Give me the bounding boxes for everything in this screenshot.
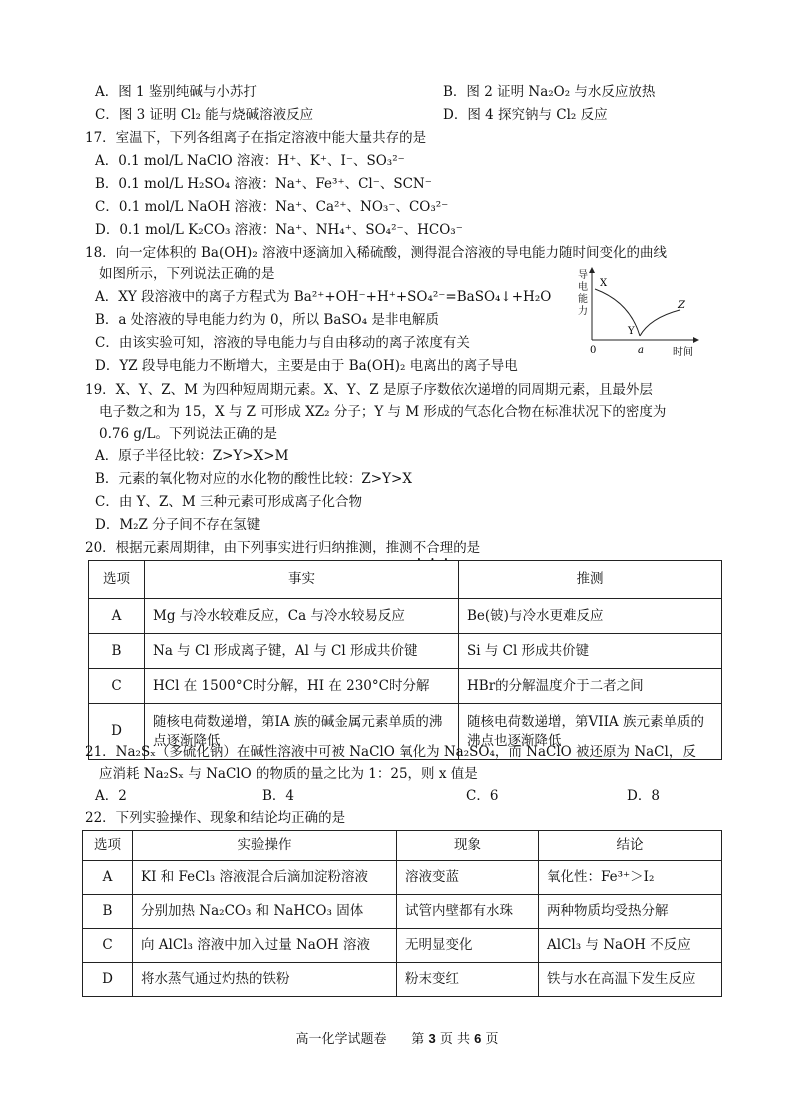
table-row — [89, 634, 722, 669]
q22-stem: 22．下列实验操作、现象和结论均正确的是 — [85, 810, 346, 826]
graph-point-a: a — [638, 345, 644, 356]
table-cell: D — [83, 963, 133, 997]
table-cell: 随核电荷数递增，第VIIA 族元素单质的沸点也逐渐降低 — [459, 704, 722, 760]
table-cell: D — [89, 704, 145, 760]
footer-page-middle: 页 共 — [439, 1032, 470, 1047]
table-row — [83, 895, 722, 929]
footer-page-total: 6 — [474, 1031, 482, 1046]
q18-option-b: B．a 处溶液的导电能力约为 0，所以 BaSO₄ 是非电解质 — [95, 312, 439, 328]
q18-option-d: D．YZ 段导电能力不断增大，主要是由于 Ba(OH)₂ 电离出的离子导电 — [95, 358, 518, 374]
q19-option-c: C．由 Y、Z、M 三种元素可形成离子化合物 — [95, 494, 363, 510]
q16-option-c: C．图 3 证明 Cl₂ 能与烧碱溶液反应 — [95, 107, 314, 123]
q19-option-d: D．M₂Z 分子间不存在氢键 — [95, 517, 261, 533]
graph-curve-yz — [640, 310, 680, 336]
table-row — [83, 929, 722, 963]
graph-ylabel-char: 导 — [578, 270, 588, 281]
graph-x-axis-label: 时间 — [673, 347, 693, 358]
q17-stem: 17．室温下，下列各组离子在指定溶液中能大量共存的是 — [85, 130, 427, 146]
table-header-row — [83, 831, 722, 861]
q19-stem-line1: 19．X、Y、Z、M 为四种短周期元素。X、Y、Z 是原子序数依次递增的同周期元素，且最外层 — [85, 382, 653, 398]
table-header-row — [89, 561, 722, 599]
table-row — [89, 669, 722, 704]
q20-table — [88, 560, 722, 760]
graph-point-z: Z — [678, 300, 685, 311]
graph-point-x: X — [600, 278, 608, 289]
q22-table — [82, 830, 722, 997]
table-cell: B — [83, 895, 133, 929]
table-cell: C — [83, 929, 133, 963]
footer-page-number: 3 — [428, 1031, 436, 1046]
table-header-cell: 推测 — [459, 561, 722, 599]
graph-ylabel-char: 能 — [578, 294, 588, 305]
table-row — [83, 861, 722, 895]
q17-option-c: C．0.1 mol/L NaOH 溶液：Na⁺、Ca²⁺、NO₃⁻、CO₃²⁻ — [95, 199, 449, 215]
table-cell: AlCl₃ 与 NaOH 不反应 — [539, 929, 722, 963]
graph-y-axis-label — [578, 269, 588, 317]
q19-option-b: B．元素的氧化物对应的水化物的酸性比较：Z>Y>X — [95, 471, 412, 487]
q16-option-a: A．图 1 鉴别纯碱与小苏打 — [95, 84, 257, 100]
table-header-cell: 现象 — [397, 831, 539, 861]
q21-option-c: C．6 — [466, 788, 499, 804]
table-cell: 溶液变蓝 — [397, 861, 539, 895]
footer-page-suffix: 页 — [485, 1032, 499, 1047]
q21-option-b: B．4 — [262, 788, 295, 804]
table-cell: 向 AlCl₃ 溶液中加入过量 NaOH 溶液 — [133, 929, 397, 963]
q17-option-d: D．0.1 mol/L K₂CO₃ 溶液：Na⁺、NH₄⁺、SO₄²⁻、HCO₃⁻ — [95, 222, 463, 238]
q21-stem-line1: 21．Na₂Sₓ（多硫化钠）在碱性溶液中可被 NaClO 氧化为 Na₂SO₄，而 NaClO 被还原为 NaCl，反 — [85, 744, 696, 760]
q18-option-a: A．XY 段溶液中的离子方程式为 Ba²⁺+OH⁻+H⁺+SO₄²⁻=BaSO₄↓+H₂O — [95, 289, 552, 305]
table-header-cell: 实验操作 — [133, 831, 397, 861]
table-row — [83, 963, 722, 997]
q17-option-b: B．0.1 mol/L H₂SO₄ 溶液：Na⁺、Fe³⁺、Cl⁻、SCN⁻ — [95, 176, 432, 192]
q21-stem-line2: 应消耗 Na₂Sₓ 与 NaClO 的物质的量之比为 1：25，则 x 值是 — [99, 766, 478, 782]
q21-option-a: A．2 — [95, 788, 127, 804]
table-header-cell: 选项 — [89, 561, 145, 599]
table-header-cell: 事实 — [145, 561, 459, 599]
table-cell: Na 与 Cl 形成离子键，Al 与 Cl 形成共价键 — [145, 634, 459, 669]
page-footer — [0, 1028, 794, 1047]
graph-origin: 0 — [590, 345, 597, 356]
table-header-cell: 结论 — [539, 831, 722, 861]
table-cell: 分别加热 Na₂CO₃ 和 NaHCO₃ 固体 — [133, 895, 397, 929]
q19-option-a: A．原子半径比较：Z>Y>X>M — [95, 448, 289, 464]
q16-option-b: B．图 2 证明 Na₂O₂ 与水反应放热 — [443, 84, 656, 100]
footer-page-prefix: 第 — [411, 1032, 425, 1047]
table-cell: A — [83, 861, 133, 895]
q20-stem: 20．根据元素周期律，由下列事实进行归纳推测，推测不合理的是 — [85, 540, 481, 556]
q19-stem-line3: 0.76 g/L。下列说法正确的是 — [99, 426, 278, 442]
table-cell: 两种物质均受热分解 — [539, 895, 722, 929]
table-cell: Be(铍)与冷水更难反应 — [459, 599, 722, 634]
q19-stem-line2: 电子数之和为 15，X 与 Z 可形成 XZ₂ 分子；Y 与 M 形成的气态化合物在标准状况下的密度为 — [99, 404, 667, 420]
q17-option-a: A．0.1 mol/L NaClO 溶液：H⁺、K⁺、I⁻、SO₃²⁻ — [95, 153, 405, 169]
graph-point-y: Y — [628, 326, 635, 337]
table-cell: HCl 在 1500°C时分解，HI 在 230°C时分解 — [145, 669, 459, 704]
q16-option-d: D．图 4 探究钠与 Cl₂ 反应 — [443, 107, 608, 123]
q18-stem-line2: 如图所示，下列说法正确的是 — [99, 266, 275, 282]
table-cell: 铁与水在高温下发生反应 — [539, 963, 722, 997]
table-cell: KI 和 FeCl₃ 溶液混合后滴加淀粉溶液 — [133, 861, 397, 895]
table-cell: A — [89, 599, 145, 634]
q18-stem-line1: 18．向一定体积的 Ba(OH)₂ 溶液中逐滴加入稀硫酸，测得混合溶液的导电能力随时间变化的曲线 — [85, 245, 668, 261]
graph-ylabel-char: 力 — [578, 306, 588, 317]
table-cell: C — [89, 669, 145, 704]
table-cell: 试管内壁都有水珠 — [397, 895, 539, 929]
table-cell: B — [89, 634, 145, 669]
table-cell: Si 与 Cl 形成共价键 — [459, 634, 722, 669]
table-cell: 随核电荷数递增，第IA 族的碱金属元素单质的沸点逐渐降低 — [145, 704, 459, 760]
table-cell: Mg 与冷水较难反应，Ca 与冷水较易反应 — [145, 599, 459, 634]
q18-conductivity-graph — [570, 262, 710, 362]
table-cell: HBr的分解温度介于二者之间 — [459, 669, 722, 704]
footer-title: 高一化学试题卷 — [295, 1032, 387, 1047]
graph-ylabel-char: 电 — [578, 282, 588, 293]
table-cell: 无明显变化 — [397, 929, 539, 963]
table-cell: 将水蒸气通过灼热的铁粉 — [133, 963, 397, 997]
q20-emphasized-text: 不合理 — [412, 540, 454, 556]
table-cell: 氧化性：Fe³⁺＞I₂ — [539, 861, 722, 895]
q18-option-c: C．由该实验可知，溶液的导电能力与自由移动的离子浓度有关 — [95, 335, 470, 351]
table-cell: 粉末变红 — [397, 963, 539, 997]
table-header-cell: 选项 — [83, 831, 133, 861]
q21-option-d: D．8 — [627, 788, 660, 804]
table-row — [89, 599, 722, 634]
